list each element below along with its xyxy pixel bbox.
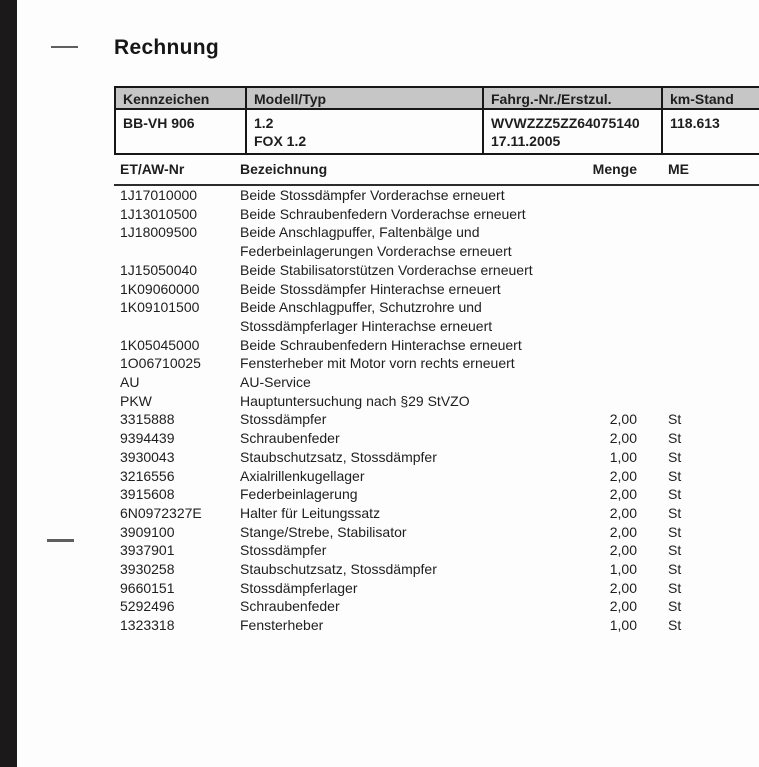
item-description-line: Stossdämpferlager bbox=[240, 579, 358, 596]
item-unit: St bbox=[668, 486, 682, 503]
item-description-line: Fensterheber bbox=[240, 617, 324, 634]
item-quantity bbox=[576, 336, 637, 355]
item-description-line: Beide Anschlagpuffer, Faltenbälge und bbox=[240, 224, 480, 241]
item-quantity: 1,00 bbox=[609, 561, 637, 578]
item-part-number: 1K05045000 bbox=[120, 336, 200, 353]
item-part-number: 1323318 bbox=[120, 617, 175, 634]
item-unit: St bbox=[668, 504, 682, 521]
fold-mark-top bbox=[51, 46, 78, 48]
vehicle-data-row bbox=[115, 109, 759, 154]
item-part-number: AU bbox=[120, 374, 140, 391]
item-quantity bbox=[576, 223, 637, 260]
item-row bbox=[114, 280, 759, 299]
item-description bbox=[240, 186, 576, 205]
item-description-line: Hauptuntersuchung nach §29 StVZO bbox=[240, 392, 470, 409]
item-part-number: 1K09060000 bbox=[120, 280, 200, 297]
item-unit: St bbox=[668, 411, 682, 428]
items-header-me: ME bbox=[668, 161, 689, 177]
item-unit: St bbox=[668, 448, 682, 465]
vehicle-km-stand-value: 118.613 bbox=[662, 109, 759, 154]
item-part-number: 3216556 bbox=[120, 467, 175, 484]
item-quantity bbox=[576, 354, 637, 373]
item-row bbox=[114, 373, 759, 392]
item-description bbox=[240, 579, 576, 598]
item-unit: St bbox=[668, 561, 682, 578]
item-part-number: 1J17010000 bbox=[120, 187, 198, 203]
item-row bbox=[114, 541, 759, 560]
item-row bbox=[114, 429, 759, 448]
item-description bbox=[240, 298, 576, 335]
item-quantity bbox=[576, 205, 637, 224]
typ-line: FOX 1.2 bbox=[254, 133, 307, 149]
item-part-number: 1O06710025 bbox=[120, 355, 201, 372]
item-quantity: 2,00 bbox=[609, 486, 637, 503]
scanner-edge-bar bbox=[0, 0, 17, 767]
item-description bbox=[240, 485, 576, 504]
item-description bbox=[240, 410, 576, 429]
vehicle-header-fahrg-nr: Fahrg.-Nr./Erstzul. bbox=[483, 87, 662, 109]
item-quantity: 2,00 bbox=[609, 523, 637, 540]
item-description-line: Beide Schraubenfedern Vorderachse erneuert bbox=[240, 205, 526, 222]
item-part-number: 9394439 bbox=[120, 430, 175, 447]
item-description bbox=[240, 560, 576, 579]
item-unit: St bbox=[668, 542, 682, 559]
item-row bbox=[114, 205, 759, 224]
item-description-line: Stange/Strebe, Stabilisator bbox=[240, 523, 407, 540]
item-part-number: PKW bbox=[120, 392, 152, 409]
item-description-line: Schraubenfeder bbox=[240, 430, 340, 447]
item-part-number: 6N0972327E bbox=[120, 504, 202, 521]
items-header-menge: Menge bbox=[592, 161, 637, 177]
item-row bbox=[114, 186, 759, 205]
item-quantity bbox=[576, 373, 637, 392]
item-description bbox=[240, 467, 576, 486]
item-row bbox=[114, 616, 759, 635]
vehicle-header-kennzeichen: Kennzeichen bbox=[115, 87, 246, 109]
item-part-number: 1J18009500 bbox=[120, 224, 198, 241]
item-unit bbox=[637, 392, 759, 411]
item-description bbox=[240, 616, 576, 635]
item-description bbox=[240, 223, 576, 260]
item-unit: St bbox=[668, 523, 682, 540]
item-unit: St bbox=[668, 430, 682, 447]
item-quantity: 2,00 bbox=[609, 430, 637, 447]
item-part-number: 3930043 bbox=[120, 448, 175, 465]
items-header-bezeichnung: Bezeichnung bbox=[240, 161, 328, 177]
item-description-line: Stossdämpfer bbox=[240, 542, 327, 559]
item-unit bbox=[637, 205, 759, 224]
item-description-line: Axialrillenkugellager bbox=[240, 467, 365, 484]
fold-mark-middle bbox=[47, 539, 74, 542]
item-unit bbox=[637, 373, 759, 392]
item-description bbox=[240, 541, 576, 560]
item-quantity bbox=[576, 392, 637, 411]
item-row bbox=[114, 560, 759, 579]
item-row bbox=[114, 410, 759, 429]
item-description bbox=[240, 354, 576, 373]
item-unit: St bbox=[668, 598, 682, 615]
fahrgestell-nr-line: WVWZZZ5ZZ64075140 bbox=[491, 115, 640, 131]
item-quantity: 1,00 bbox=[609, 617, 637, 634]
item-description bbox=[240, 261, 576, 280]
item-description-line: Staubschutzsatz, Stossdämpfer bbox=[240, 448, 437, 465]
item-quantity: 2,00 bbox=[609, 542, 637, 559]
item-row bbox=[114, 223, 759, 260]
item-description-line: Beide Schraubenfedern Hinterachse erneuert bbox=[240, 336, 522, 353]
item-part-number: 3930258 bbox=[120, 561, 175, 578]
item-description-line: Beide Stabilisatorstützen Vorderachse erneuert bbox=[240, 261, 533, 278]
modell-line: 1.2 bbox=[254, 115, 274, 131]
item-unit bbox=[637, 223, 759, 260]
item-part-number: 1J13010500 bbox=[120, 205, 198, 222]
items-table-body bbox=[114, 186, 759, 635]
item-unit bbox=[637, 280, 759, 299]
item-description bbox=[240, 504, 576, 523]
item-unit bbox=[637, 336, 759, 355]
vehicle-kennzeichen-value: BB-VH 906 bbox=[115, 109, 246, 154]
item-description-line: Schraubenfeder bbox=[240, 598, 340, 615]
item-description bbox=[240, 280, 576, 299]
item-quantity: 2,00 bbox=[609, 411, 637, 428]
item-part-number: 3915608 bbox=[120, 486, 175, 503]
erstzulassung-line: 17.11.2005 bbox=[491, 133, 561, 149]
item-description bbox=[240, 448, 576, 467]
item-row bbox=[114, 448, 759, 467]
item-unit bbox=[637, 354, 759, 373]
item-row bbox=[114, 485, 759, 504]
item-description bbox=[240, 523, 576, 542]
item-part-number: 1K09101500 bbox=[120, 299, 200, 316]
item-row bbox=[114, 392, 759, 411]
item-unit bbox=[637, 298, 759, 335]
item-part-number: 1J15050040 bbox=[120, 261, 198, 278]
item-row bbox=[114, 336, 759, 355]
item-part-number: 3909100 bbox=[120, 523, 175, 540]
item-description bbox=[240, 336, 576, 355]
item-unit: St bbox=[668, 617, 682, 634]
item-unit: St bbox=[668, 579, 682, 596]
item-unit: St bbox=[668, 467, 682, 484]
vehicle-header-row bbox=[115, 87, 759, 109]
item-description bbox=[240, 392, 576, 411]
vehicle-fahrg-nr-value bbox=[483, 109, 662, 154]
item-quantity: 2,00 bbox=[609, 504, 637, 521]
items-table-header bbox=[114, 161, 759, 186]
item-description-line: Fensterheber mit Motor vorn rechts erneuert bbox=[240, 355, 515, 372]
item-quantity bbox=[576, 261, 637, 280]
vehicle-modell-typ-value bbox=[246, 109, 483, 154]
item-quantity: 2,00 bbox=[609, 598, 637, 615]
item-description-line: Staubschutzsatz, Stossdämpfer bbox=[240, 561, 437, 578]
item-part-number: 3937901 bbox=[120, 542, 175, 559]
item-description bbox=[240, 429, 576, 448]
item-unit bbox=[637, 261, 759, 280]
item-unit bbox=[637, 186, 759, 205]
item-description bbox=[240, 205, 576, 224]
vehicle-header-km-stand: km-Stand bbox=[662, 87, 759, 109]
item-row bbox=[114, 261, 759, 280]
item-description-line: Beide Stossdämpfer Vorderachse erneuert bbox=[240, 187, 505, 203]
item-part-number: 9660151 bbox=[120, 579, 175, 596]
item-description bbox=[240, 597, 576, 616]
item-description-line: Federbeinlagerungen Vorderachse erneuert bbox=[240, 243, 512, 260]
item-row bbox=[114, 467, 759, 486]
item-description-line: Federbeinlagerung bbox=[240, 486, 358, 503]
item-quantity bbox=[576, 298, 637, 335]
item-quantity bbox=[576, 280, 637, 299]
item-row bbox=[114, 298, 759, 335]
item-row bbox=[114, 597, 759, 616]
item-part-number: 5292496 bbox=[120, 598, 175, 615]
item-quantity: 2,00 bbox=[609, 579, 637, 596]
item-row bbox=[114, 523, 759, 542]
items-header-nr: ET/AW-Nr bbox=[120, 161, 185, 177]
item-description-line: Stossdämpferlager Hinterachse erneuert bbox=[240, 317, 493, 334]
item-description-line: Stossdämpfer bbox=[240, 411, 327, 428]
item-quantity: 2,00 bbox=[609, 467, 637, 484]
vehicle-info-table bbox=[114, 86, 759, 155]
page-title: Rechnung bbox=[114, 36, 220, 59]
item-quantity bbox=[576, 186, 637, 205]
item-part-number: 3315888 bbox=[120, 411, 175, 428]
vehicle-header-modell-typ: Modell/Typ bbox=[246, 87, 483, 109]
item-description-line: Halter für Leitungssatz bbox=[240, 504, 381, 521]
item-row bbox=[114, 504, 759, 523]
item-row bbox=[114, 579, 759, 598]
item-description-line: AU-Service bbox=[240, 374, 311, 391]
item-description-line: Beide Anschlagpuffer, Schutzrohre und bbox=[240, 299, 482, 316]
item-description-line: Beide Stossdämpfer Hinterachse erneuert bbox=[240, 280, 501, 297]
item-quantity: 1,00 bbox=[609, 448, 637, 465]
item-description bbox=[240, 373, 576, 392]
item-row bbox=[114, 354, 759, 373]
